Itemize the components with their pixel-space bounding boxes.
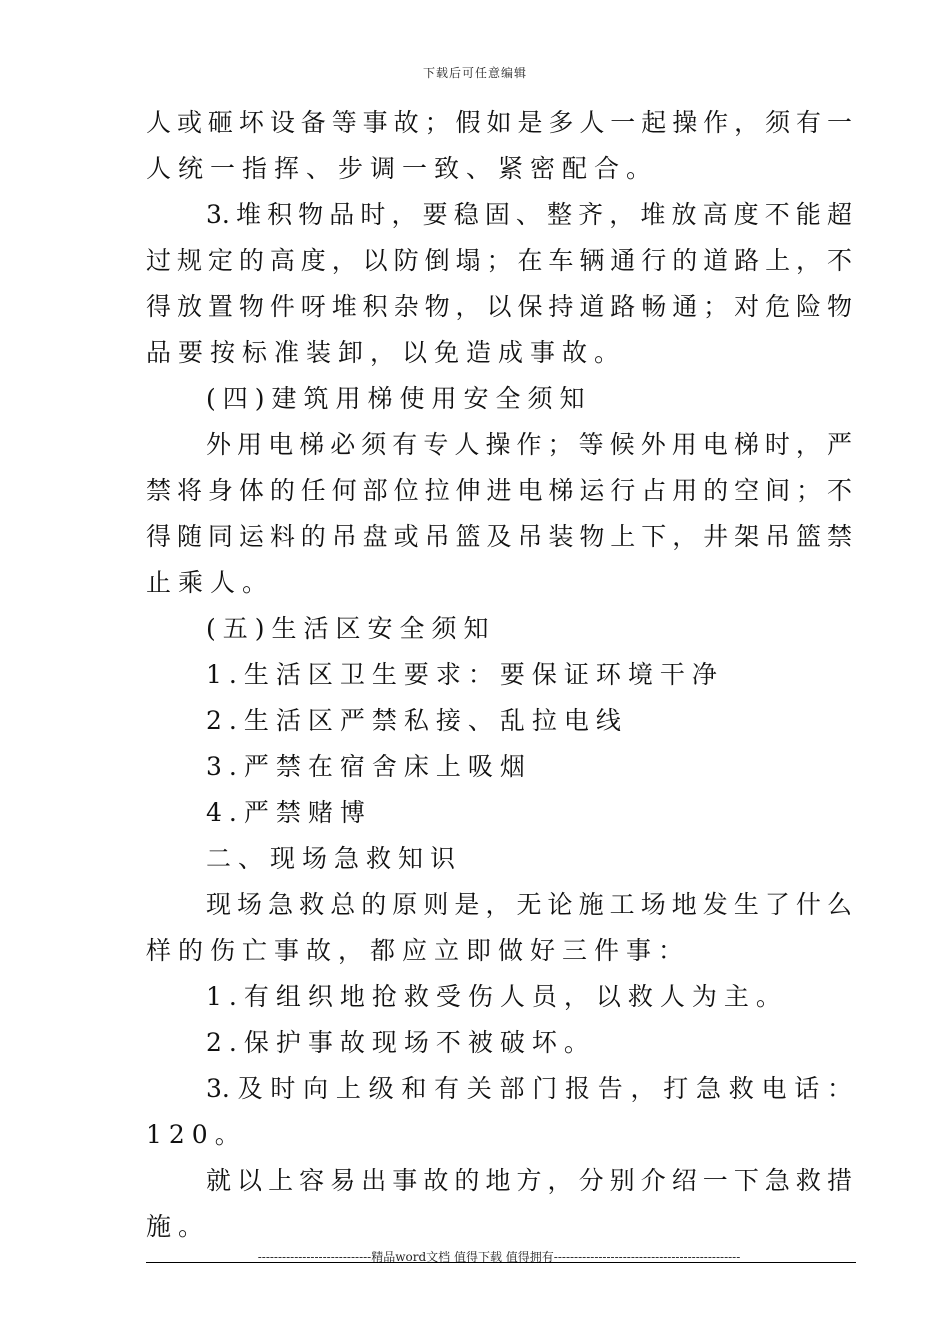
section-heading: (四)建筑用梯使用安全须知 [206,384,592,413]
list-item: 3.及时向上级和有关部门报告，打急救电话： [206,1074,852,1103]
header-note: 下载后可任意编辑 [422,66,527,80]
list-item: 2.生活区严禁私接、乱拉电线 [206,706,628,735]
text-line: 人或砸坏设备等事故；假如是多人一起操作，须有一 [146,108,852,137]
text-line: 样的伤亡事故，都应立即做好三件事： [146,936,691,965]
section-heading: (五)生活区安全须知 [206,614,496,643]
footer-note: ----------------------------精品word文档 值得下载 值得拥有---------------------------------------------- [257,1250,741,1264]
text-line: 就以上容易出事故的地方，分别介绍一下急救措 [206,1166,852,1195]
list-item: 3.严禁在宿舍床上吸烟 [206,752,532,781]
list-item: 1.有组织地抢救受伤人员，以救人为主。 [206,982,788,1011]
section-heading: 二、现场急救知识 [206,844,463,873]
text-line: 止乘人。 [146,568,275,597]
text-line: 得随同运料的吊盘或吊篮及吊装物上下，井架吊篮禁 [146,522,852,551]
text-line: 得放置物件呀堆积杂物，以保持道路畅通；对危险物 [146,292,852,321]
list-item: 2.保护事故现场不被破坏。 [206,1028,596,1057]
text-line: 禁将身体的任何部位拉伸进电梯运行占用的空间；不 [146,476,852,505]
list-item: 4.严禁赌博 [206,798,372,827]
text-line: 120。 [146,1120,247,1149]
text-line: 施。 [146,1212,211,1241]
list-item: 1.生活区卫生要求：要保证环境干净 [206,660,724,689]
text-line: 外用电梯必须有专人操作；等候外用电梯时，严 [206,430,852,459]
text-line: 3.堆积物品时，要稳固、整齐，堆放高度不能超 [206,200,852,229]
text-line: 过规定的高度，以防倒塌；在车辆通行的道路上，不 [146,246,852,275]
document-body [146,100,852,1250]
text-line: 现场急救总的原则是，无论施工场地发生了什么 [206,890,852,919]
text-line: 品要按标准装卸，以免造成事故。 [146,338,627,367]
footer-rule [146,1262,856,1263]
text-line: 人统一指挥、步调一致、紧密配合。 [146,154,659,183]
